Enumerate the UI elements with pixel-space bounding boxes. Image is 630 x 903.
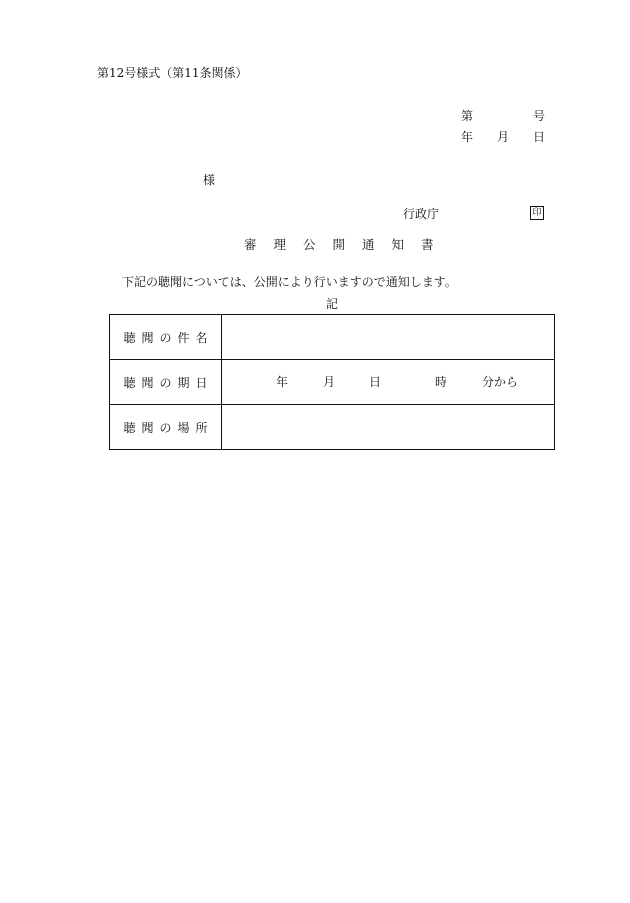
table-row xyxy=(110,360,555,405)
hearing-date-value xyxy=(222,360,555,405)
hearing-time-hour-unit: 時 xyxy=(435,375,448,389)
ki-heading: 記 xyxy=(326,297,339,311)
agency-name: 行政庁 xyxy=(403,207,440,221)
hearing-date-month-unit: 月 xyxy=(323,375,336,389)
hearing-date-day-unit: 日 xyxy=(369,375,382,389)
hearing-date-label: 聴聞の期日 xyxy=(110,360,222,405)
seal-icon: 印 xyxy=(530,206,544,220)
hearing-time-minute-unit: 分から xyxy=(482,375,519,389)
hearing-details-table xyxy=(109,314,555,450)
document-title: 審理公開通知書 xyxy=(244,237,451,252)
hearing-subject-label: 聴聞の件名 xyxy=(110,315,222,360)
hearing-date-year-unit: 年 xyxy=(276,375,289,389)
hearing-place-value xyxy=(222,405,555,450)
document-number-suffix: 号 xyxy=(533,109,546,123)
notice-body-text: 下記の聴聞については、公開により行いますので通知します。 xyxy=(122,275,457,289)
issue-date-day: 日 xyxy=(533,130,546,144)
document-number-prefix: 第 xyxy=(461,109,474,123)
hearing-subject-value xyxy=(222,315,555,360)
table-row xyxy=(110,315,555,360)
issue-date-year: 年 xyxy=(461,130,474,144)
form-number: 第12号様式（第11条関係） xyxy=(97,66,248,80)
hearing-place-label: 聴聞の場所 xyxy=(110,405,222,450)
addressee-honorific: 様 xyxy=(203,173,216,187)
table-row xyxy=(110,405,555,450)
issue-date-month: 月 xyxy=(497,130,510,144)
